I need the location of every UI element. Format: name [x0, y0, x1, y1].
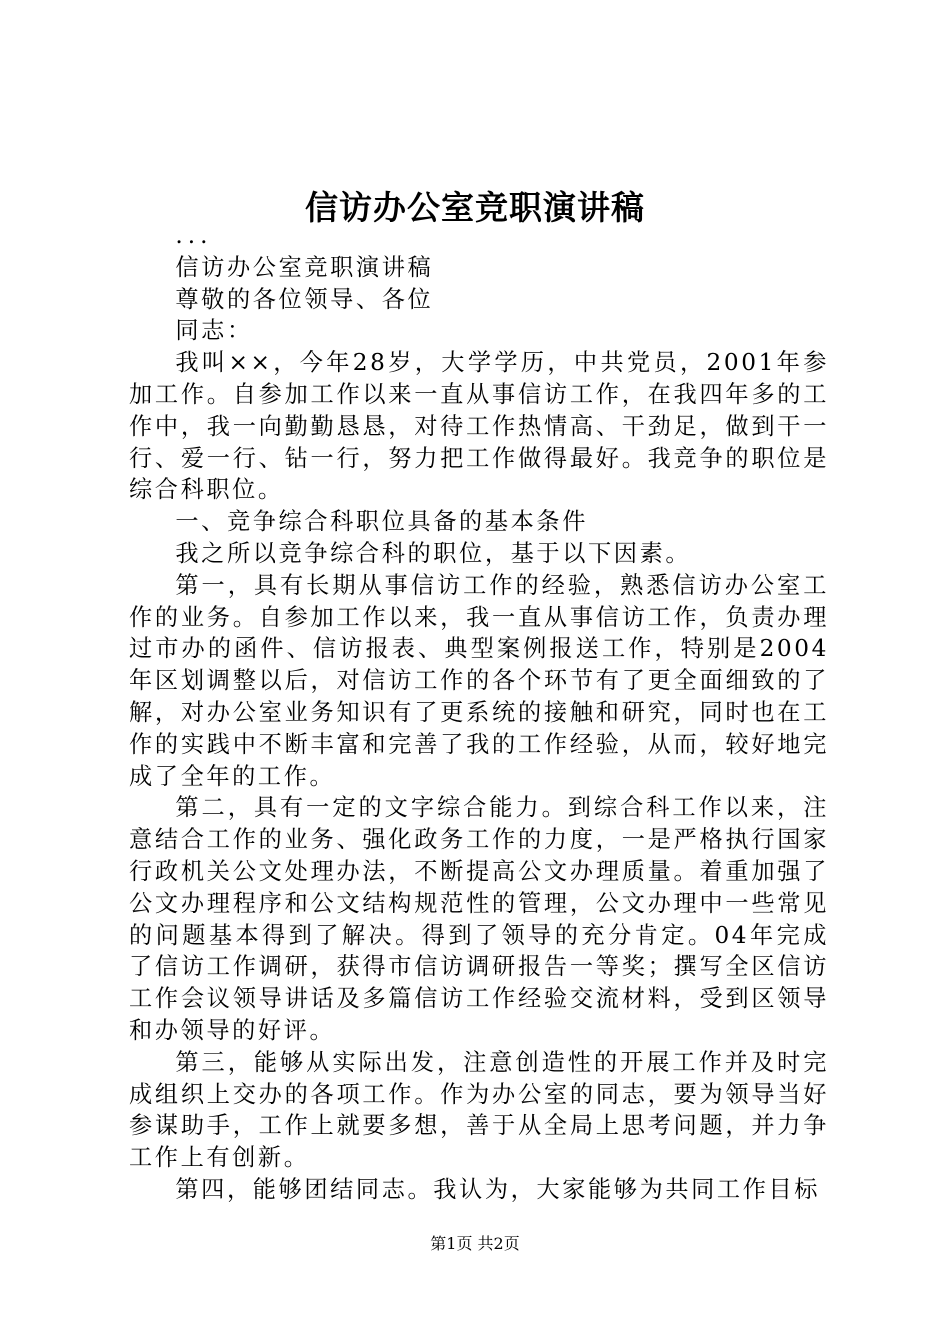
- document-title: 信访办公室竞职演讲稿: [305, 188, 645, 227]
- section-heading: 一、竞争综合科职位具备的基本条件: [175, 508, 588, 536]
- ellipsis-paragraph: ...: [175, 222, 213, 249]
- subtitle-paragraph: 信访办公室竞职演讲稿: [175, 253, 434, 281]
- salutation-line-1: 尊敬的各位领导、各位: [175, 285, 434, 313]
- body-paragraph: 第四，能够团结同志。我认为，大家能够为共同工作目标: [175, 1175, 821, 1203]
- page-footer: 第1页 共2页: [430, 1234, 520, 1253]
- body-paragraph: 第一，具有长期从事信访工作的经验，熟悉信访办公室工作的业务。自参加工作以来，我一直从事信访工作，负责办理过市办的函件、信访报表、典型案例报送工作，特别是2004年区划调整以后，对信访工作的各个环节有了更全面细致的了解，对办公室业务知识有了更系统的接触和研究，同时也在工作的实践中不断丰富和完善了我的工作经验，从而，较好地完成了全年的工作。: [129, 571, 829, 790]
- body-paragraph: 第三，能够从实际出发，注意创造性的开展工作并及时完成组织上交办的各项工作。作为办公室的同志，要为领导当好参谋助手，工作上就要多想，善于从全局上思考问题，并力争工作上有创新。: [129, 1048, 829, 1172]
- body-paragraph: 我之所以竞争综合科的职位，基于以下因素。: [175, 539, 692, 567]
- body-paragraph: 第二，具有一定的文字综合能力。到综合科工作以来，注意结合工作的业务、强化政务工作的力度，一是严格执行国家行政机关公文处理办法，不断提高公文办理质量。着重加强了公文办理程序和公文结构规范性的管理，公文办理中一些常见的问题基本得到了解决。得到了领导的充分肯定。04年完成了信访工作调研，获得市信访调研报告一等奖；撰写全区信访工作会议领导讲话及多篇信访工作经验交流材料，受到区领导和办领导的好评。: [129, 794, 829, 1044]
- salutation-line-2: 同志：: [175, 317, 253, 345]
- document-body: [129, 220, 829, 1206]
- body-paragraph: 我叫××，今年28岁，大学学历，中共党员，2001年参加工作。自参加工作以来一直从事信访工作，在我四年多的工作中，我一向勤勤恳恳，对待工作热情高、干劲足，做到干一行、爱一行、钻一行，努力把工作做得最好。我竞争的职位是综合科职位。: [129, 349, 829, 504]
